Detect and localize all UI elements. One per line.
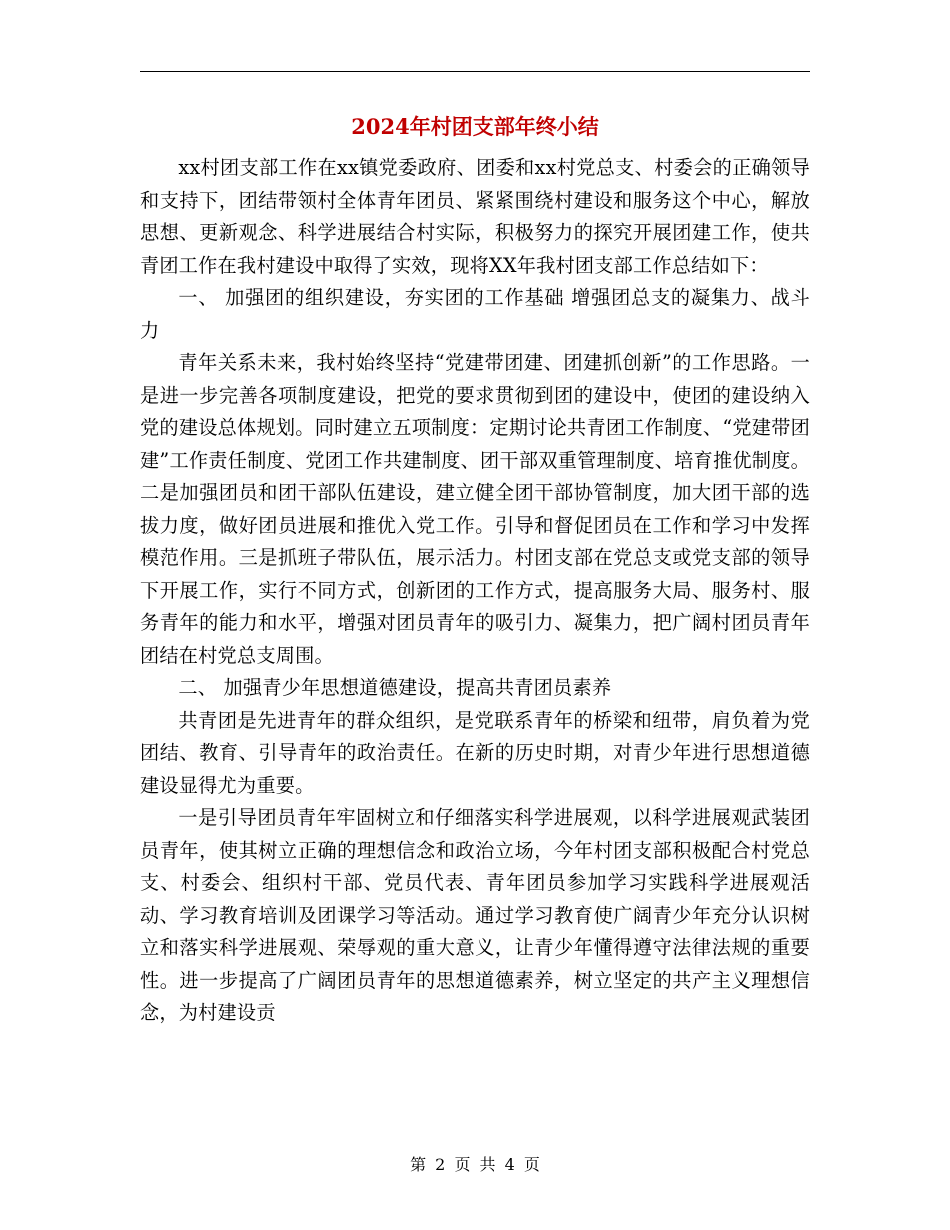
paragraph-intro: xx村团支部工作在xx镇党委政府、团委和xx村党总支、村委会的正确领导和支持下，团结带领村全体青年团员、紧紧围绕村建设和服务这个中心，解放思想、更新观念、科学进展结合村实际，积极努力的探究开展团建工作，使共青团工作在我村建设中取得了实效，现将XX年我村团支部工作总结如下：	[140, 156, 810, 277]
paragraph-section-2-point-1: 一是引导团员青年牢固树立和仔细落实科学进展观，以科学进展观武装团员青年，使其树立正确的理想信念和政治立场，今年村团支部积极配合村党总支、村委会、组织村干部、党员代表、青年团员参加学习实践科学进展观活动、学习教育培训及团课学习等活动。通过学习教育使广阔青少年充分认识树立和落实科学进展观、荣辱观的重大意义，让青少年懂得遵守法律法规的重要性。进一步提高了广阔团员青年的思想道德素养，树立坚定的共产主义理想信念，为村建设贡	[140, 806, 810, 1024]
section-heading-2: 二、 加强青少年思想道德建设，提高共青团员素养	[178, 676, 612, 699]
header-rule	[140, 71, 810, 72]
section-heading-1: 一、 加强团的组织建设，夯实团的工作基础 增强团总支的凝集力、战斗力	[140, 286, 810, 342]
paragraph-section-1: 青年关系未来，我村始终坚持“党建带团建、团建抓创新”的工作思路。一是进一步完善各项制度建设，把党的要求贯彻到团的建设中，使团的建设纳入党的建设总体规划。同时建立五项制度：定期讨论共青团工作制度、“党建带团建”工作责任制度、党团工作共建制度、团干部双重管理制度、培育推优制度。二是加强团员和团干部队伍建设，建立健全团干部协管制度，加大团干部的选拔力度，做好团员进展和推优入党工作。引导和督促团员在工作和学习中发挥模范作用。三是抓班子带队伍，展示活力。村团支部在党总支或党支部的领导下开展工作，实行不同方式，创新团的工作方式，提高服务大局、服务村、服务青年的能力和水平，增强对团员青年的吸引力、凝集力，把广阔村团员青年团结在村党总支周围。	[140, 351, 810, 667]
document-title: 2024年村团支部年终小结	[351, 114, 599, 139]
paragraph-section-2: 共青团是先进青年的群众组织，是党联系青年的桥梁和纽带，肩负着为党团结、教育、引导青年的政治责任。在新的历史时期，对青少年进行思想道德建设显得尤为重要。	[140, 708, 810, 797]
page-number-footer: 第 2 页 共 4 页	[410, 1155, 540, 1174]
document-body	[140, 152, 810, 1030]
